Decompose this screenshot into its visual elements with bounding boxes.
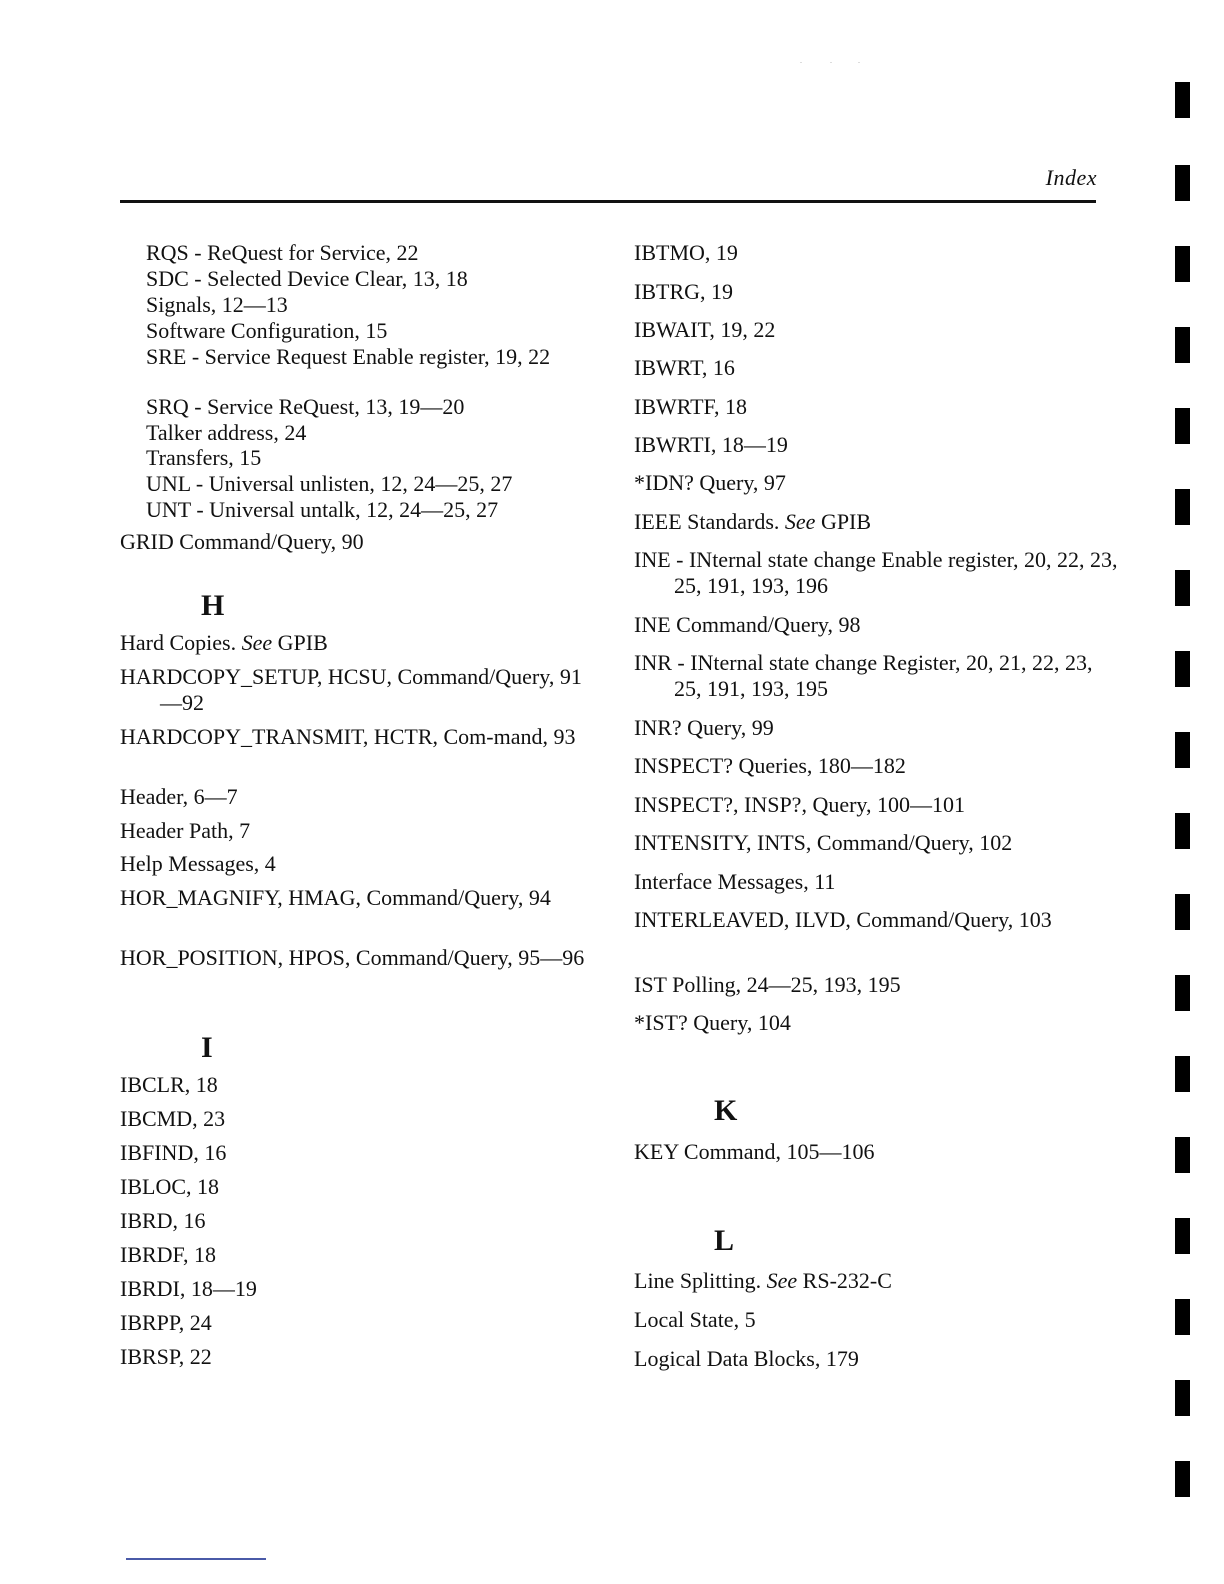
index-entry: GRID Command/Query, 90 bbox=[120, 529, 364, 554]
index-entry: IBRDI, 18—19 bbox=[120, 1276, 257, 1301]
edge-mark bbox=[1175, 1218, 1190, 1254]
index-entry: KEY Command, 105—106 bbox=[634, 1139, 875, 1164]
scan-speck bbox=[830, 62, 832, 63]
index-entry: Header Path, 7 bbox=[120, 818, 251, 843]
index-entry: Transfers, 15 bbox=[146, 445, 262, 470]
edge-index-marks bbox=[1175, 0, 1191, 1584]
index-entry: INSPECT?, INSP?, Query, 100—101 bbox=[634, 792, 965, 817]
index-entry: Logical Data Blocks, 179 bbox=[634, 1346, 859, 1371]
index-entry: INTERLEAVED, ILVD, Command/Query, 103 bbox=[634, 907, 1052, 932]
index-entry: Hard Copies. See GPIB bbox=[120, 630, 328, 655]
edge-mark bbox=[1175, 489, 1190, 525]
index-entry: IBRPP, 24 bbox=[120, 1310, 212, 1335]
edge-mark bbox=[1175, 327, 1190, 363]
footer-rule bbox=[126, 1558, 266, 1560]
index-entry: IBWRT, 16 bbox=[634, 355, 735, 380]
edge-mark bbox=[1175, 1461, 1190, 1497]
edge-mark bbox=[1175, 246, 1190, 282]
index-entry: IBTMO, 19 bbox=[634, 240, 738, 265]
index-entry: INTENSITY, INTS, Command/Query, 102 bbox=[634, 830, 1013, 855]
index-entry: Help Messages, 4 bbox=[120, 851, 276, 876]
edge-mark bbox=[1175, 570, 1190, 606]
index-entry: HOR_POSITION, HPOS, Command/Query, 95—96 bbox=[120, 945, 585, 970]
index-entry: INE Command/Query, 98 bbox=[634, 612, 861, 637]
index-entry: IBRSP, 22 bbox=[120, 1344, 212, 1369]
index-entry: INR - INternal state change Register, 20, 21, 22, 23, 25, 191, 193, 195 bbox=[634, 650, 1093, 701]
index-entry: Software Configuration, 15 bbox=[146, 318, 388, 343]
index-entry: IBFIND, 16 bbox=[120, 1140, 227, 1165]
section-letter-h: H bbox=[201, 589, 225, 622]
index-entry: HARDCOPY_SETUP, HCSU, Command/Query, 91—92 bbox=[120, 664, 582, 715]
index-entry: SRQ - Service ReQuest, 13, 19—20 bbox=[146, 394, 465, 419]
edge-mark bbox=[1175, 1299, 1190, 1335]
index-entry: UNT - Universal untalk, 12, 24—25, 27 bbox=[146, 497, 499, 522]
edge-mark bbox=[1175, 1380, 1190, 1416]
index-entry: IBCMD, 23 bbox=[120, 1106, 226, 1131]
section-letter-k: K bbox=[714, 1094, 738, 1127]
index-entry: *IST? Query, 104 bbox=[634, 1010, 791, 1035]
scan-speck bbox=[858, 62, 860, 63]
index-entry: IBRDF, 18 bbox=[120, 1242, 217, 1267]
index-entry: IBRD, 16 bbox=[120, 1208, 206, 1233]
scan-speck bbox=[800, 62, 802, 63]
index-entry: IBCLR, 18 bbox=[120, 1072, 218, 1097]
edge-mark bbox=[1175, 813, 1190, 849]
edge-mark bbox=[1175, 1056, 1190, 1092]
section-letter-l: L bbox=[714, 1224, 735, 1257]
index-entry: Interface Messages, 11 bbox=[634, 869, 836, 894]
index-entry: Talker address, 24 bbox=[146, 420, 307, 445]
edge-mark bbox=[1175, 1137, 1190, 1173]
index-entry: IBWRTF, 18 bbox=[634, 394, 748, 419]
index-entry: HARDCOPY_TRANSMIT, HCTR, Com-mand, 93 bbox=[120, 724, 576, 749]
index-entry: IBWRTI, 18—19 bbox=[634, 432, 788, 457]
edge-mark bbox=[1175, 165, 1190, 201]
edge-mark bbox=[1175, 975, 1190, 1011]
index-entry: SDC - Selected Device Clear, 13, 18 bbox=[146, 266, 468, 291]
index-entry: *IDN? Query, 97 bbox=[634, 470, 786, 495]
section-letter-i: I bbox=[201, 1031, 213, 1064]
index-entry: IBTRG, 19 bbox=[634, 279, 733, 304]
edge-mark bbox=[1175, 408, 1190, 444]
edge-mark bbox=[1175, 651, 1190, 687]
edge-mark bbox=[1175, 894, 1190, 930]
index-entry: INR? Query, 99 bbox=[634, 715, 774, 740]
index-entry: HOR_MAGNIFY, HMAG, Command/Query, 94 bbox=[120, 885, 551, 910]
page-header-title: Index bbox=[1045, 165, 1097, 190]
index-entry: Signals, 12—13 bbox=[146, 292, 288, 317]
index-entry: SRE - Service Request Enable register, 19, 22 bbox=[146, 344, 551, 369]
index-entry: RQS - ReQuest for Service, 22 bbox=[146, 240, 419, 265]
index-entry: IST Polling, 24—25, 193, 195 bbox=[634, 972, 901, 997]
index-entry: IEEE Standards. See GPIB bbox=[634, 509, 872, 534]
index-entry: INSPECT? Queries, 180—182 bbox=[634, 753, 906, 778]
index-entry: UNL - Universal unlisten, 12, 24—25, 27 bbox=[146, 471, 513, 496]
index-entry: IBLOC, 18 bbox=[120, 1174, 219, 1199]
index-entry: Line Splitting. See RS-232-C bbox=[634, 1268, 892, 1293]
index-entry: IBWAIT, 19, 22 bbox=[634, 317, 776, 342]
edge-mark bbox=[1175, 732, 1190, 768]
index-entry: INE - INternal state change Enable register, 20, 22, 23, 25, 191, 193, 196 bbox=[634, 547, 1118, 598]
edge-mark bbox=[1175, 82, 1190, 118]
index-entry: Header, 6—7 bbox=[120, 784, 238, 809]
index-entry: Local State, 5 bbox=[634, 1307, 756, 1332]
header-rule bbox=[120, 200, 1096, 203]
